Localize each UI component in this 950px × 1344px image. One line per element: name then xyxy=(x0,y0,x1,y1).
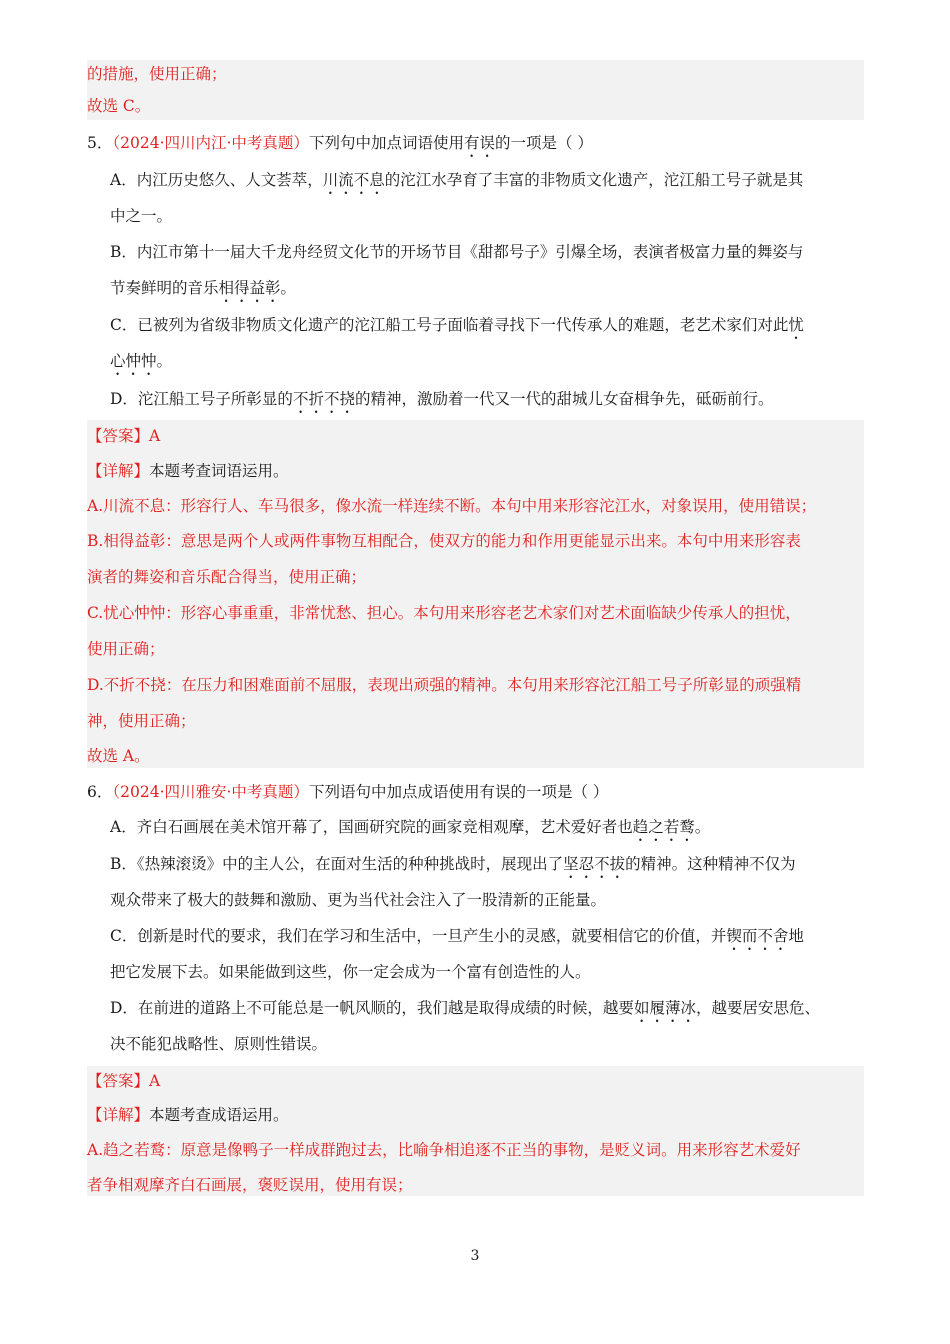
emphasized-word: 有误 xyxy=(463,134,495,152)
answer-label: 【答案】A xyxy=(87,427,161,445)
option-b: B．《热辣滚烫》中的主人公，在面对生活的种种挑战时，展现出了坚忍不拔的精神。这种精神不仅为 xyxy=(110,855,796,873)
detail-label xyxy=(87,1105,289,1125)
explanation-line: 的措施，使用正确； xyxy=(87,65,227,83)
explanation-d: D.不折不挠：在压力和困难面前不屈服，表现出顽强的精神。本句用来形容沱江船工号子所彰显的顽强精 xyxy=(87,676,802,694)
option-c-cont: 把它发展下去。如果能做到这些，你一定会成为一个富有创造性的人。 xyxy=(110,963,591,981)
option-c: C．创新是时代的要求，我们在学习和生活中，一旦产生小的灵感，就要相信它的价值，并锲而不舍地 xyxy=(110,927,804,945)
dotted-phrase: 坚忍不拔 xyxy=(563,855,626,873)
dotted-phrase: 心忡忡 xyxy=(110,352,157,370)
dotted-phrase: 相得益彰 xyxy=(218,279,281,297)
dotted-phrase: 趋之若鹜 xyxy=(632,818,695,836)
option-d: D．沱江船工号子所彰显的不折不挠的精神，激励着一代又一代的甜城儿女奋楫争先，砥砺前行。 xyxy=(110,390,774,408)
explanation-a-cont: 者争相观摩齐白石画展，褒贬误用，使用有误； xyxy=(87,1176,413,1194)
explanation-c-cont: 使用正确； xyxy=(87,640,165,658)
dotted-phrase: 不折不挠 xyxy=(292,390,355,408)
detail-text: 本题考查成语运用。 xyxy=(149,1106,289,1124)
option-d: D．在前进的道路上不可能总是一帆风顺的，我们越是取得成绩的时候，越要如履薄冰，越要居安思危、 xyxy=(110,999,820,1017)
detail-tag: 【详解】 xyxy=(87,1106,150,1124)
explanation-d-cont: 神，使用正确； xyxy=(87,712,196,730)
answer-label: 【答案】A xyxy=(87,1072,161,1090)
dotted-phrase: 川流不息 xyxy=(322,171,385,189)
option-a: A．内江历史悠久、人文荟萃，川流不息的沱江水孕育了丰富的非物质文化遗产，沱江船工号子就是其 xyxy=(110,171,804,189)
question-number: 5． xyxy=(87,134,113,152)
dotted-phrase: 锲而不舍 xyxy=(726,927,789,945)
question-number: 6． xyxy=(87,783,113,801)
final-choice: 故选 C。 xyxy=(87,97,151,115)
explanation-b-cont: 演者的舞姿和音乐配合得当，使用正确； xyxy=(87,568,367,586)
page-number: 3 xyxy=(470,1248,480,1264)
option-b-cont: 节奏鲜明的音乐相得益彰。 xyxy=(110,279,297,297)
option-c-cont: 心忡忡。 xyxy=(110,352,173,370)
question-5-stem: 5．（2024·四川内江·中考真题）下列句中加点词语使用有误的一项是（ ） xyxy=(87,134,593,152)
detail-tag: 【详解】 xyxy=(87,462,150,480)
explanation-a: A.川流不息：形容行人、车马很多，像水流一样连续不断。本句中用来形容沱江水，对象误用，使用错误； xyxy=(87,497,817,515)
option-a: A．齐白石画展在美术馆开幕了，国画研究院的画家竞相观摩，艺术爱好者也趋之若鹜。 xyxy=(110,818,711,836)
option-b: B．内江市第十一届大千龙舟经贸文化节的开场节目《甜都号子》引爆全场，表演者极富力量的舞姿与 xyxy=(110,243,804,261)
option-b-cont: 观众带来了极大的鼓舞和激励、更为当代社会注入了一股清新的正能量。 xyxy=(110,891,607,909)
question-source: （2024·四川内江·中考真题） xyxy=(112,134,309,152)
question-6-stem: 6．（2024·四川雅安·中考真题）下列语句中加点成语使用有误的一项是（ ） xyxy=(87,783,609,801)
dotted-phrase: 如履薄冰 xyxy=(633,999,696,1017)
detail-label xyxy=(87,461,289,481)
explanation-c: C.忧心忡忡：形容心事重重，非常忧愁、担心。本句用来形容老艺术家们对艺术面临缺少传承人的担忧， xyxy=(87,604,801,622)
option-c: C．已被列为省级非物质文化遗产的沱江船工号子面临着寻找下一代传承人的难题，老艺术家们对此忧 xyxy=(110,316,804,334)
explanation-a: A.趋之若鹜：原意是像鸭子一样成群跑过去，比喻争相追逐不正当的事物，是贬义词。用来形容艺术爱好 xyxy=(87,1141,801,1159)
option-a-cont: 中之一。 xyxy=(110,207,173,225)
question-source: （2024·四川雅安·中考真题） xyxy=(112,783,309,801)
explanation-b: B.相得益彰：意思是两个人或两件事物互相配合，使双方的能力和作用更能显示出来。本句中用来形容表 xyxy=(87,532,801,550)
dotted-phrase: 忧 xyxy=(788,316,804,334)
detail-text: 本题考查词语运用。 xyxy=(149,462,289,480)
option-d-cont: 决不能犯战略性、原则性错误。 xyxy=(110,1035,328,1053)
final-choice: 故选 A。 xyxy=(87,747,150,765)
